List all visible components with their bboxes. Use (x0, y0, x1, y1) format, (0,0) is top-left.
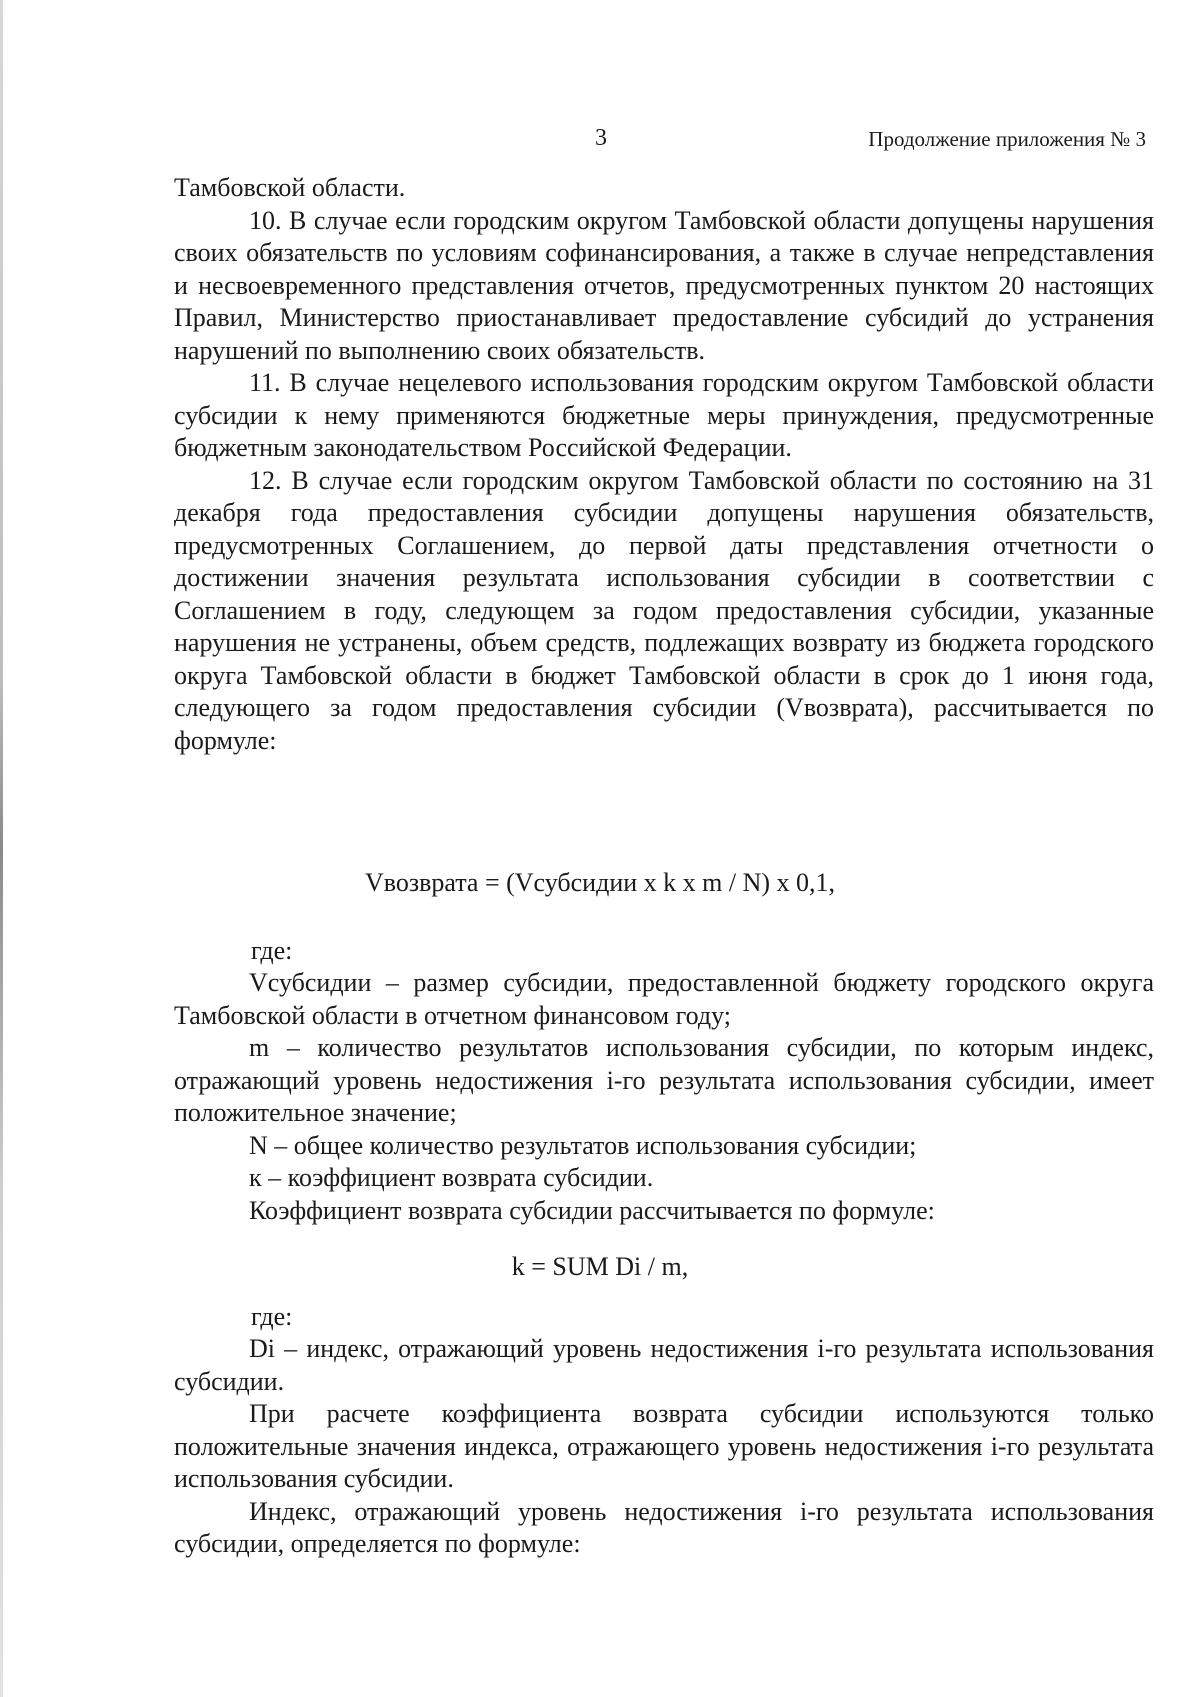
formula-return-coefficient: k = SUM Di / m, (511, 1252, 689, 1281)
paragraph-index-formula: Индекс, отражающий уровень недостижения i-го результата использования субсидии, определяется по формуле: (174, 1496, 1154, 1558)
section-bottom (174, 1333, 1154, 1561)
where-label-2: где: (251, 1302, 293, 1331)
paragraph-10: 10. В случае если городским округом Тамбовской области допущены нарушения своих обязательств по условиям софинансирования, а также в случае непредставления и несвоевременного представления отчетов, предусмотренных пунктом 20 настоящих Правил, Министерство приостанавливает предоставление субсидий до устранения нарушений по выполнению своих обязательств. (174, 205, 1154, 365)
definition-k: к – коэффициент возврата субсидии. (249, 1163, 654, 1192)
formula-return-volume: Vвозврата = (Vсубсидии x k x m / N) x 0,1, (364, 868, 836, 897)
paragraph-12: 12. В случае если городским округом Тамбовской области по состоянию на 31 декабря года предоставления субсидии допущены нарушения обязательств, предусмотренных Соглашением, до первой даты представления отчетности о достижении значения результата использования субсидии в соответствии с Соглашением в году, следующем за годом предоставления субсидии, указанные нарушения не устранены, объем средств, подлежащих возврату из бюджета городского округа Тамбовской области в бюджет Тамбовской области в срок до 1 июня года, следующего за годом предоставления субсидии (Vвозврата), рассчитывается по формуле: (174, 465, 1154, 755)
k-formula-intro: Коэффициент возврата субсидии рассчитывается по формуле: (249, 1195, 935, 1225)
definition-n: N – общее количество результатов использования субсидии; (249, 1130, 917, 1160)
page-number: 3 (595, 125, 607, 151)
definition-di: Di – индекс, отражающий уровень недостижения i-го результата использования субсидии. (174, 1334, 1154, 1396)
section-definitions (174, 967, 1154, 1227)
section-top (174, 172, 1154, 757)
where-label-1: где: (251, 936, 293, 965)
paragraph-11: 11. В случае нецелевого использования городским округом Тамбовской области субсидии к нему применяются бюджетные меры принуждения, предусмотренные бюджетным законодательством Российской Федерации. (174, 368, 1154, 462)
definition-m: m – количество результатов использования субсидии, по которым индекс, отражающий уровень недостижения i-го результата использования субсидии, имеет положительное значение; (174, 1033, 1154, 1127)
paragraph-intro: Тамбовской области. (174, 173, 406, 202)
paragraph-positive-values: При расчете коэффициента возврата субсидии используются только положительные значения индекса, отражающего уровень недостижения i-го результата использования субсидии. (174, 1399, 1154, 1493)
scan-edge (0, 0, 3, 1697)
appendix-continuation-note: Продолжение приложения № 3 (868, 127, 1146, 151)
definition-v-subsidy: Vсубсидии – размер субсидии, предоставленной бюджету городского округа Тамбовской области в отчетном финансовом году; (174, 968, 1154, 1030)
